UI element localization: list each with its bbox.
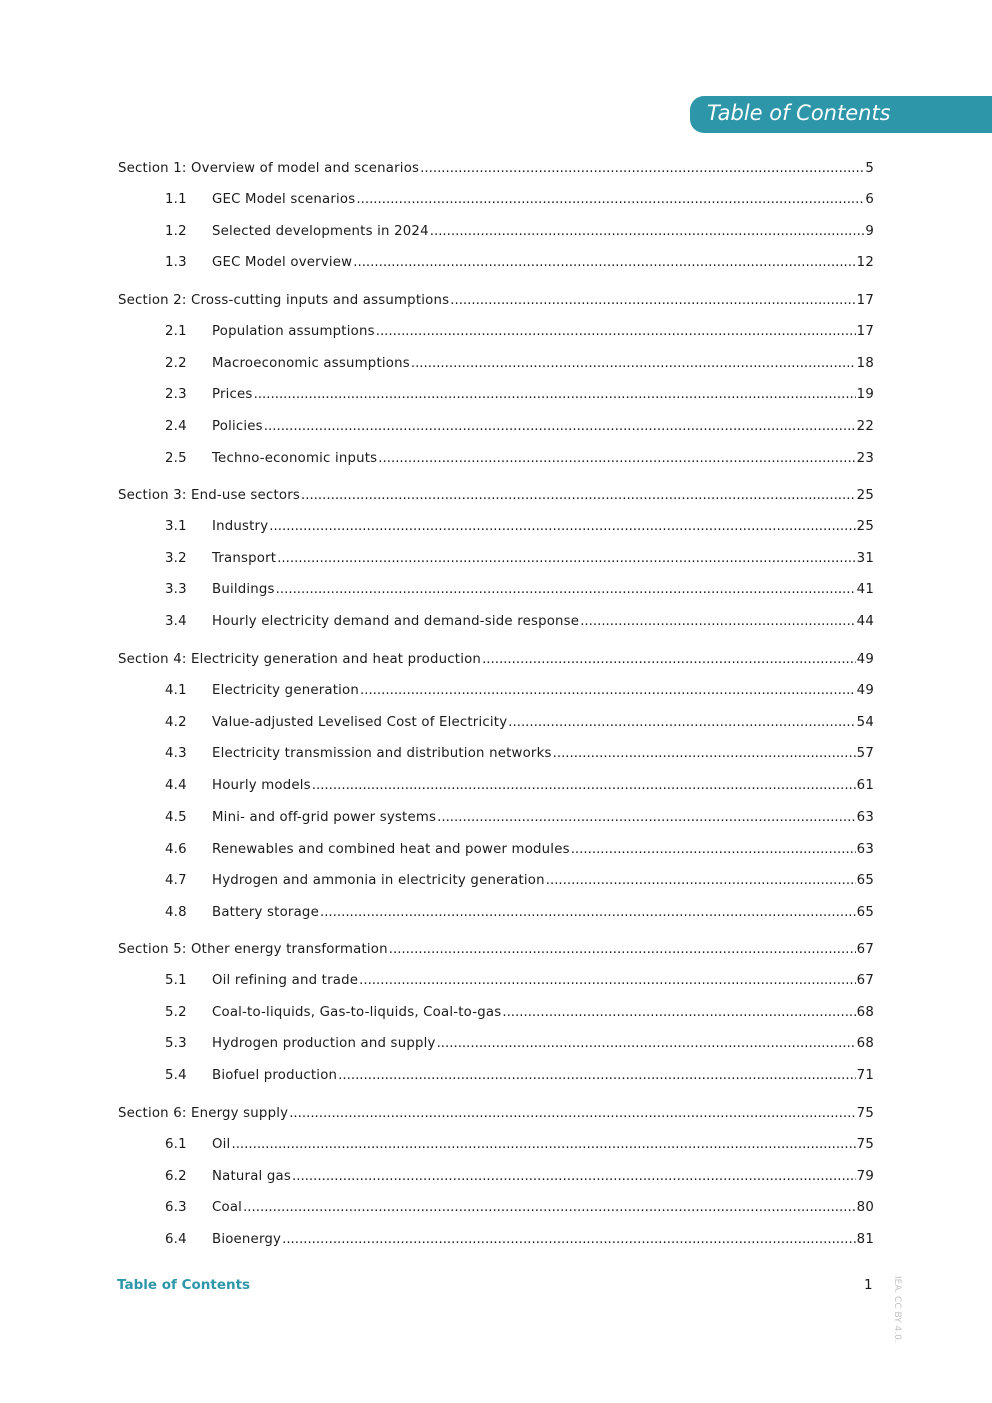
dot-leader <box>231 1135 855 1155</box>
toc-subsection-entry[interactable] <box>118 840 874 860</box>
dot-leader <box>292 1167 856 1187</box>
toc-entry-page: 25 <box>856 488 874 503</box>
dot-leader <box>264 417 856 437</box>
toc-entry-title: Section 4: Electricity generation and heat production <box>118 652 482 667</box>
toc-entry-title: Section 5: Other energy transformation <box>118 942 388 957</box>
toc-subsection-entry[interactable] <box>118 417 874 437</box>
dot-leader <box>269 517 855 537</box>
dot-leader <box>437 1034 856 1054</box>
toc-entry-page: 17 <box>856 293 874 308</box>
toc-entry-title: Section 6: Energy supply <box>118 1106 289 1121</box>
toc-entry-page: 31 <box>856 551 874 566</box>
toc-entry-number: 2.3 <box>165 387 187 402</box>
dot-leader <box>360 681 856 701</box>
toc-entry-title: Buildings <box>212 582 275 597</box>
toc-entry-title: Section 3: End-use sectors <box>118 488 300 503</box>
toc-subsection-entry[interactable] <box>118 971 874 991</box>
toc-subsection-entry[interactable] <box>118 1230 874 1250</box>
toc-entry-page: 63 <box>856 842 874 857</box>
toc-entry-title: Coal <box>212 1200 243 1215</box>
toc-entry-title: Industry <box>212 519 269 534</box>
toc-entry-title: Mini- and off-grid power systems <box>212 810 437 825</box>
dot-leader <box>378 449 855 469</box>
dot-leader <box>312 776 856 796</box>
toc-entry-number: 5.2 <box>165 1005 187 1020</box>
toc-entry-number: 2.1 <box>165 324 187 339</box>
toc-entry-page: 81 <box>856 1232 874 1247</box>
toc-entry-page: 41 <box>856 582 874 597</box>
toc-entry-title: Hourly models <box>212 778 311 793</box>
toc-entry-page: 68 <box>856 1005 874 1020</box>
toc-subsection-entry[interactable] <box>118 903 874 923</box>
toc-subsection-entry[interactable] <box>118 1167 874 1187</box>
dot-leader <box>508 713 855 733</box>
toc-section-entry[interactable] <box>118 940 874 960</box>
dot-leader <box>353 253 855 273</box>
toc-subsection-entry[interactable] <box>118 1034 874 1054</box>
toc-entry-number: 4.6 <box>165 842 187 857</box>
toc-entry-number: 2.5 <box>165 451 187 466</box>
toc-entry-title: Oil <box>212 1137 231 1152</box>
toc-entry-title: Hourly electricity demand and demand-side response <box>212 614 580 629</box>
toc-subsection-entry[interactable] <box>118 354 874 374</box>
toc-entry-page: 17 <box>856 324 874 339</box>
toc-section-entry[interactable] <box>118 1104 874 1124</box>
toc-entry-number: 1.2 <box>165 224 187 239</box>
toc-entry-number: 3.2 <box>165 551 187 566</box>
toc-entry-title: Bioenergy <box>212 1232 282 1247</box>
toc-entry-page: 44 <box>856 614 874 629</box>
dot-leader <box>254 385 856 405</box>
toc-entry-title: Value-adjusted Levelised Cost of Electricity <box>212 715 508 730</box>
toc-entry-page: 68 <box>856 1036 874 1051</box>
dot-leader <box>450 291 855 311</box>
toc-entry-title: Coal-to-liquids, Gas-to-liquids, Coal-to-gas <box>212 1005 502 1020</box>
toc-entry-number: 6.4 <box>165 1232 187 1247</box>
toc-entry-page: 65 <box>856 873 874 888</box>
dot-leader <box>376 322 856 342</box>
toc-entry-title: Natural gas <box>212 1169 291 1184</box>
toc-section-entry[interactable] <box>118 159 874 179</box>
toc-entry-number: 1.3 <box>165 255 187 270</box>
toc-subsection-entry[interactable] <box>118 253 874 273</box>
toc-subsection-entry[interactable] <box>118 517 874 537</box>
toc-section-entry[interactable] <box>118 291 874 311</box>
toc-subsection-entry[interactable] <box>118 776 874 796</box>
toc-entry-title: Oil refining and trade <box>212 973 359 988</box>
toc-entry-number: 6.1 <box>165 1137 187 1152</box>
toc-entry-title: Section 2: Cross-cutting inputs and assumptions <box>118 293 450 308</box>
toc-section-entry[interactable] <box>118 486 874 506</box>
dot-leader <box>420 159 864 179</box>
dot-leader <box>301 486 856 506</box>
toc-entry-title: Renewables and combined heat and power modules <box>212 842 570 857</box>
dot-leader <box>356 190 864 210</box>
toc-entry-page: 5 <box>865 161 874 176</box>
toc-entry-number: 4.8 <box>165 905 187 920</box>
toc-subsection-entry[interactable] <box>118 871 874 891</box>
toc-entry-number: 3.4 <box>165 614 187 629</box>
toc-entry-page: 54 <box>856 715 874 730</box>
dot-leader <box>546 871 856 891</box>
toc-entry-title: Prices <box>212 387 253 402</box>
banner-title: Table of Contents <box>707 101 891 125</box>
toc-subsection-entry[interactable] <box>118 744 874 764</box>
dot-leader <box>437 808 856 828</box>
toc-entry-title: Macroeconomic assumptions <box>212 356 410 371</box>
toc-entry-title: Electricity generation <box>212 683 359 698</box>
toc-entry-page: 18 <box>856 356 874 371</box>
toc-entry-page: 22 <box>856 419 874 434</box>
toc-entry-page: 49 <box>856 652 874 667</box>
toc-banner <box>690 96 992 133</box>
toc-subsection-entry[interactable] <box>118 385 874 405</box>
license-notice: IEA. CC BY 4.0. <box>892 1276 902 1343</box>
toc-entry-number: 2.2 <box>165 356 187 371</box>
toc-entry-number: 5.1 <box>165 973 187 988</box>
toc-entry-page: 9 <box>865 224 874 239</box>
toc-entry-page: 25 <box>856 519 874 534</box>
toc-entry-number: 5.4 <box>165 1068 187 1083</box>
toc-entry-number: 6.2 <box>165 1169 187 1184</box>
toc-subsection-entry[interactable] <box>118 1003 874 1023</box>
toc-subsection-entry[interactable] <box>118 1198 874 1218</box>
toc-entry-number: 5.3 <box>165 1036 187 1051</box>
toc-entry-title: Section 1: Overview of model and scenarios <box>118 161 420 176</box>
toc-entry-page: 23 <box>856 451 874 466</box>
toc-section-entry[interactable] <box>118 650 874 670</box>
toc-entry-number: 4.4 <box>165 778 187 793</box>
toc-entry-number: 2.4 <box>165 419 187 434</box>
toc-subsection-entry[interactable] <box>118 1135 874 1155</box>
toc-entry-title: Battery storage <box>212 905 319 920</box>
toc-entry-page: 67 <box>856 973 874 988</box>
toc-entry-page: 61 <box>856 778 874 793</box>
toc-entry-page: 19 <box>856 387 874 402</box>
dot-leader <box>289 1104 855 1124</box>
dot-leader <box>243 1198 856 1218</box>
dot-leader <box>430 222 865 242</box>
toc-entry-page: 65 <box>856 905 874 920</box>
dot-leader <box>320 903 856 923</box>
toc-entry-number: 4.7 <box>165 873 187 888</box>
dot-leader <box>277 549 855 569</box>
toc-subsection-entry[interactable] <box>118 1066 874 1086</box>
dot-leader <box>282 1230 856 1250</box>
toc-entry-title: GEC Model scenarios <box>212 192 356 207</box>
toc-entry-title: Biofuel production <box>212 1068 338 1083</box>
toc-entry-page: 75 <box>856 1137 874 1152</box>
toc-subsection-entry[interactable] <box>118 322 874 342</box>
dot-leader <box>553 744 856 764</box>
dot-leader <box>338 1066 856 1086</box>
toc-entry-page: 71 <box>856 1068 874 1083</box>
toc-subsection-entry[interactable] <box>118 549 874 569</box>
toc-entry-page: 79 <box>856 1169 874 1184</box>
toc-subsection-entry[interactable] <box>118 713 874 733</box>
toc-entry-number: 1.1 <box>165 192 187 207</box>
toc-subsection-entry[interactable] <box>118 449 874 469</box>
dot-leader <box>276 580 856 600</box>
dot-leader <box>411 354 856 374</box>
toc-entry-number: 6.3 <box>165 1200 187 1215</box>
toc-entry-title: Hydrogen and ammonia in electricity generation <box>212 873 545 888</box>
toc-entry-number: 4.2 <box>165 715 187 730</box>
page-number: 1 <box>864 1277 873 1293</box>
toc-entry-title: Hydrogen production and supply <box>212 1036 436 1051</box>
toc-entry-title: Policies <box>212 419 263 434</box>
dot-leader <box>580 612 855 632</box>
toc-entry-number: 3.1 <box>165 519 187 534</box>
toc-entry-page: 49 <box>856 683 874 698</box>
dot-leader <box>502 1003 855 1023</box>
toc-entry-title: GEC Model overview <box>212 255 353 270</box>
toc-entry-page: 67 <box>856 942 874 957</box>
toc-entry-number: 4.5 <box>165 810 187 825</box>
toc-entry-page: 80 <box>856 1200 874 1215</box>
toc-subsection-entry[interactable] <box>118 190 874 210</box>
dot-leader <box>482 650 856 670</box>
dot-leader <box>389 940 856 960</box>
toc-entry-page: 6 <box>865 192 874 207</box>
toc-entry-number: 3.3 <box>165 582 187 597</box>
toc-entry-page: 63 <box>856 810 874 825</box>
toc-subsection-entry[interactable] <box>118 681 874 701</box>
toc-entry-title: Population assumptions <box>212 324 375 339</box>
toc-subsection-entry[interactable] <box>118 612 874 632</box>
toc-entry-page: 75 <box>856 1106 874 1121</box>
toc-entry-title: Transport <box>212 551 277 566</box>
toc-entry-number: 4.1 <box>165 683 187 698</box>
toc-subsection-entry[interactable] <box>118 580 874 600</box>
toc-entry-title: Techno-economic inputs <box>212 451 378 466</box>
toc-entry-title: Electricity transmission and distribution networks <box>212 746 552 761</box>
toc-subsection-entry[interactable] <box>118 222 874 242</box>
toc-entry-page: 12 <box>856 255 874 270</box>
toc-entry-title: Selected developments in 2024 <box>212 224 429 239</box>
dot-leader <box>571 840 856 860</box>
toc-subsection-entry[interactable] <box>118 808 874 828</box>
toc-entry-page: 57 <box>856 746 874 761</box>
dot-leader <box>359 971 856 991</box>
footer-title: Table of Contents <box>117 1277 251 1293</box>
toc-entry-number: 4.3 <box>165 746 187 761</box>
